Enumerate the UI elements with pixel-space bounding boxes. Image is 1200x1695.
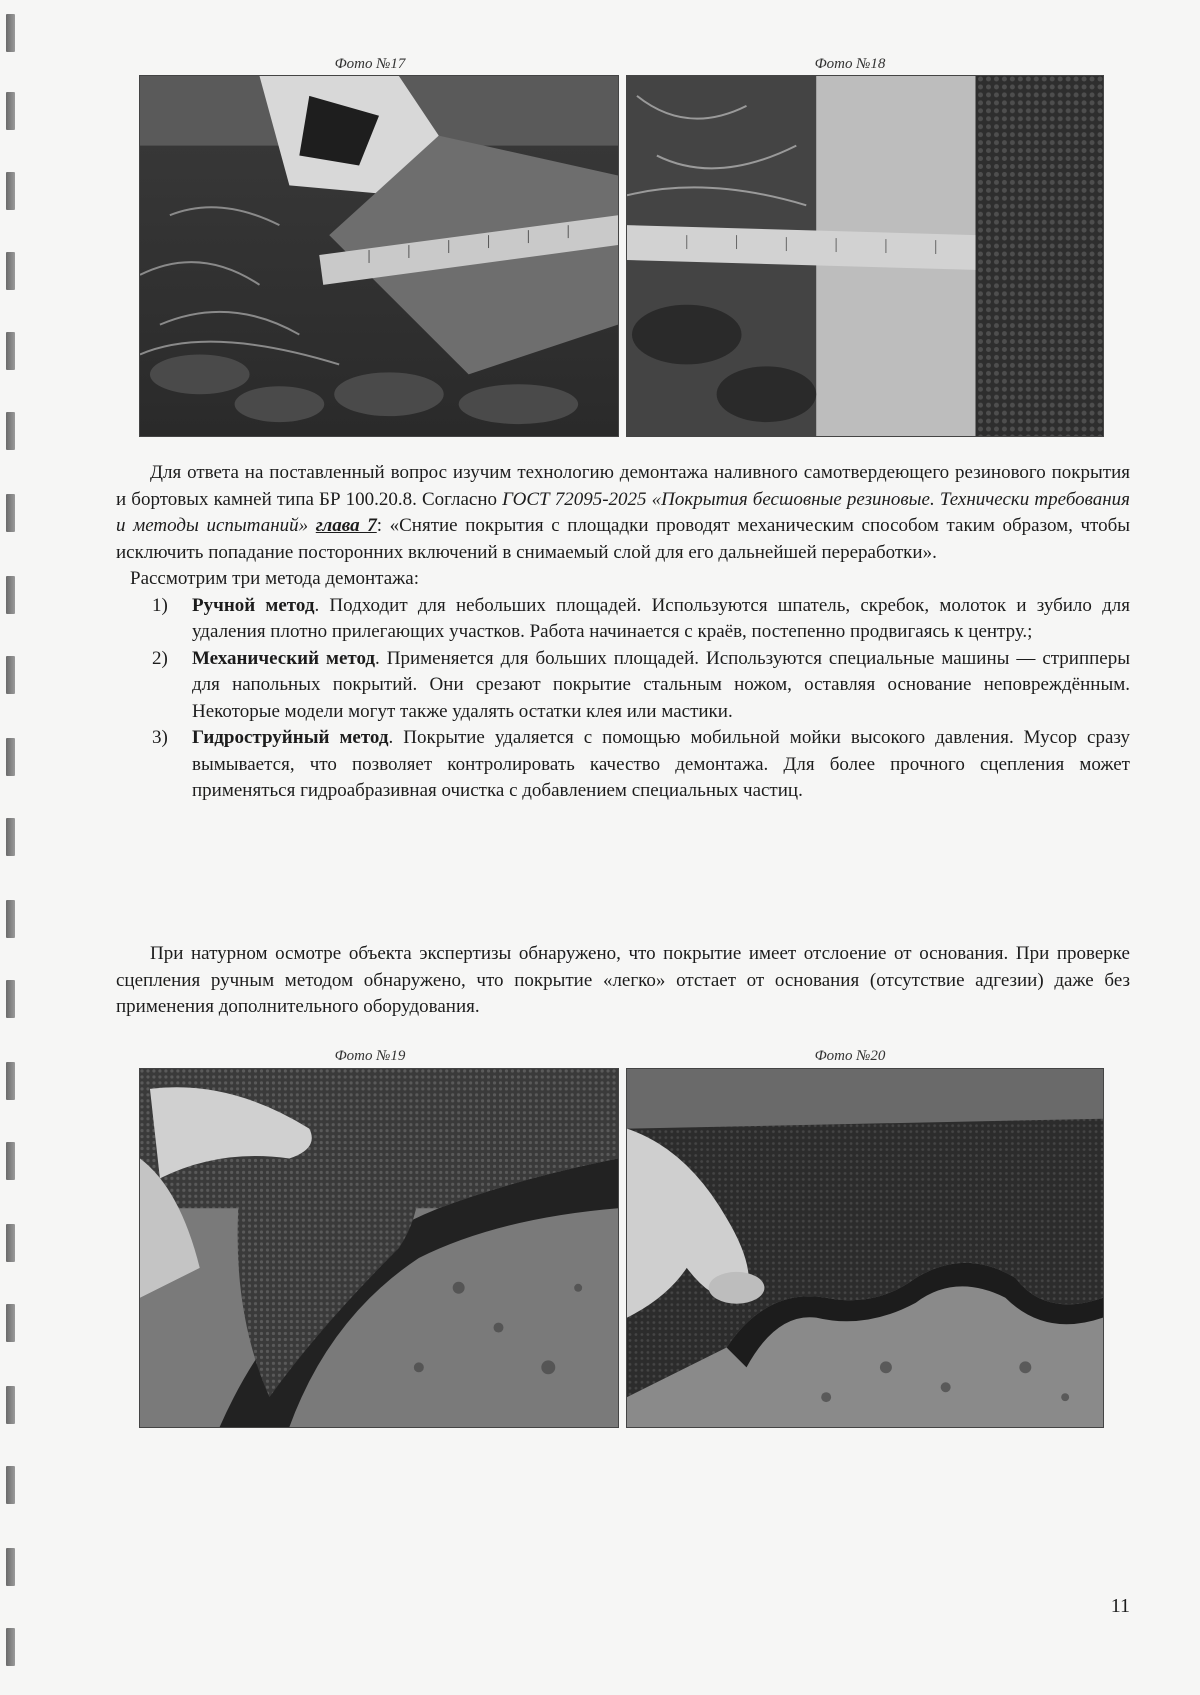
photo-19-caption: Фото №19 bbox=[334, 1048, 406, 1064]
photo-19 bbox=[139, 1068, 619, 1428]
intro-paragraph bbox=[116, 460, 1130, 566]
intro-text-2: : «Снятие покрытия с площадки проводят механическим способом таким образом, чтобы исключить попадание посторонних включений в снимаемый слой для его дальнейшей переработки». bbox=[116, 515, 1131, 563]
photo-18 bbox=[626, 75, 1104, 437]
text-block-main bbox=[116, 460, 1130, 805]
photo-17-caption: Фото №17 bbox=[334, 56, 406, 72]
page-number: 11 bbox=[1110, 1595, 1130, 1617]
text-block-inspection bbox=[116, 941, 1130, 1021]
method-item-1: 1) Ручной метод. Подходит для небольших площадей. Используются шпатель, скребок, молоток и зубило для удаления плотно прилегающих участков. Работа начинается с краёв, постепенно продвигаясь к центру.; bbox=[152, 594, 1130, 642]
photo-20 bbox=[626, 1068, 1104, 1428]
gost-reference: ГОСТ 72095-2025 «Покрытия бесшовные резиновые. Технически требования и методы испытаний» bbox=[116, 488, 1131, 536]
methods-intro: Рассмотрим три метода демонтажа: bbox=[130, 568, 419, 589]
photo-18-caption: Фото №18 bbox=[814, 56, 886, 72]
binding-strip bbox=[6, 0, 36, 1695]
method-1-title: Ручной метод bbox=[192, 594, 315, 616]
photo-20-caption: Фото №20 bbox=[814, 1048, 886, 1064]
photo-17 bbox=[139, 75, 619, 437]
method-item-3: 3) Гидроструйный метод. Покрытие удаляется с помощью мобильной мойки высокого давления. Мусор сразу вымывается, что позволяет контролировать качество демонтажа. Для более прочного сцепления может применяться гидроабразивная очистка с добавлением специальных частиц. bbox=[152, 727, 1130, 801]
inspection-paragraph: При натурном осмотре объекта экспертизы обнаружено, что покрытие имеет отслоение от основания. При проверке сцепления ручным методом обнаружено, что покрытие «легко» отстает от основания (отсутствие адгезии) даже без применения дополнительного оборудования. bbox=[116, 943, 1130, 1017]
method-3-title: Гидроструйный метод bbox=[192, 727, 389, 748]
method-item-2: 2) Механический метод. Применяется для больших площадей. Используются специальные машины — стрипперы для напольных покрытий. Они срезают покрытие стальным ножом, оставляя основание неповреждённым. Некоторые модели могут также удалять остатки клея или мастики. bbox=[152, 647, 1131, 722]
method-2-title: Механический метод bbox=[192, 647, 376, 669]
methods-list bbox=[116, 593, 1130, 805]
chapter-reference: глава 7 bbox=[315, 515, 377, 536]
intro-text-1: Для ответа на поставленный вопрос изучим технологию демонтажа наливного самотвердеющего резинового покрытия и бортовых камней типа БР 100.20.8. Согласно bbox=[116, 462, 1130, 510]
